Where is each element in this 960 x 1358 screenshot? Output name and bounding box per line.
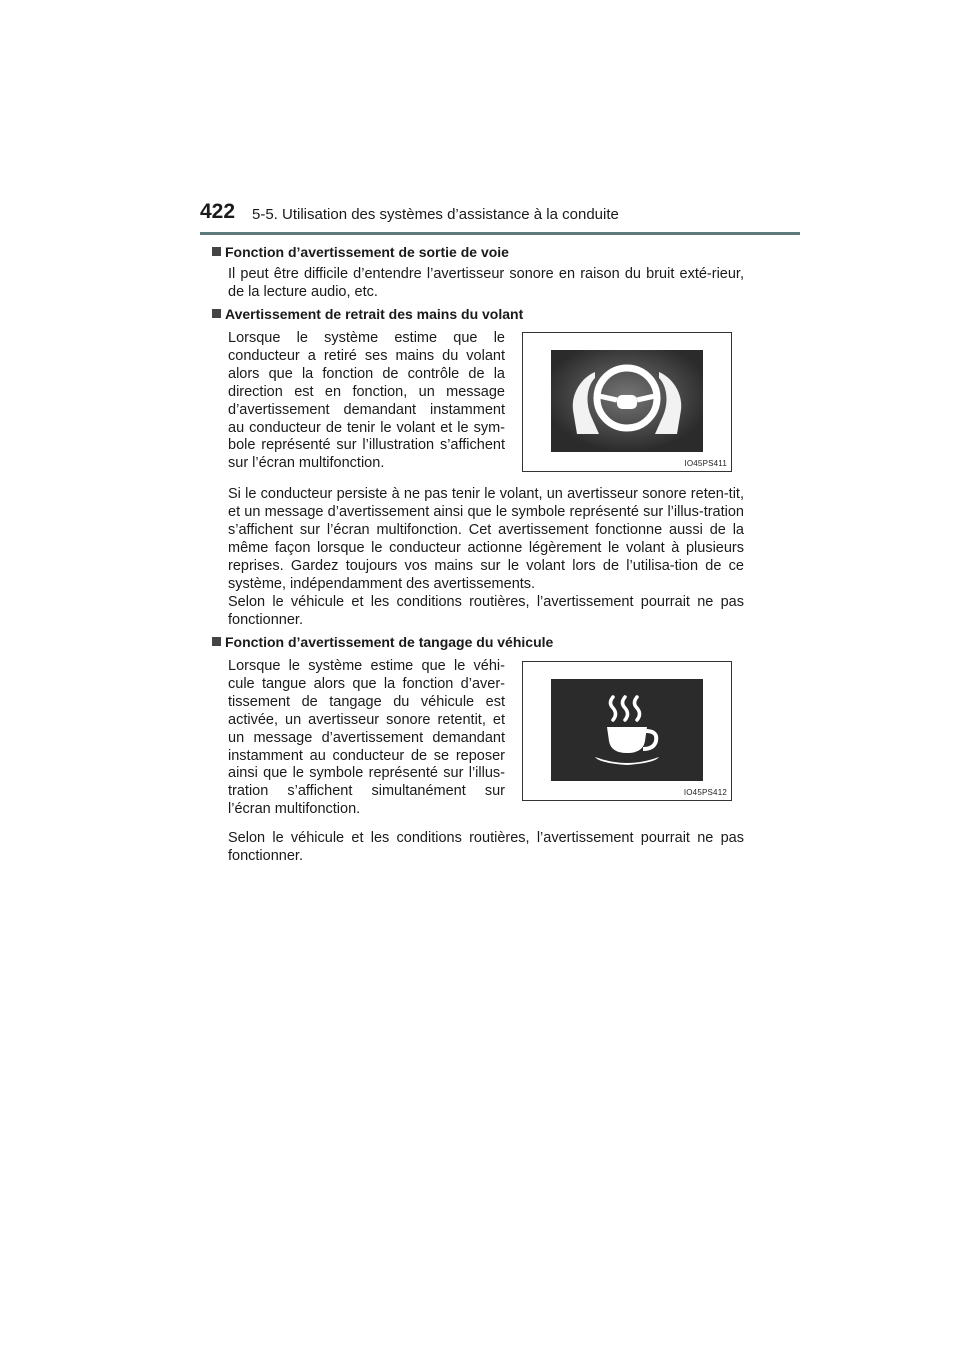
section-heading-vehicle-sway: Fonction d’avertissement de tangage du véhicule <box>212 634 553 650</box>
square-bullet-icon <box>212 309 221 318</box>
body-paragraph: Selon le véhicule et les conditions routières, l’avertissement pourrait ne pas fonctionner. <box>228 594 744 628</box>
illustration-hands-off-warning <box>522 332 732 472</box>
illustration-sway-warning <box>522 661 732 801</box>
display-screen <box>551 679 703 781</box>
display-screen <box>551 350 703 452</box>
section-heading-lane-departure: Fonction d’avertissement de sortie de voie <box>212 244 509 260</box>
figure-code: IO45PS411 <box>684 459 727 468</box>
square-bullet-icon <box>212 637 221 646</box>
section-heading-hands-off: Avertissement de retrait des mains du volant <box>212 306 523 322</box>
body-paragraph: Si le conducteur persiste à ne pas tenir le volant, un avertisseur sonore reten-tit, et un message d’avertissement ainsi que le symbole représenté sur l’illus-tration s’affichent sur l’écran multifonction. Cet avertissement fonctionne aussi de la même façon lorsque le conducteur actionne légèrement le volant à plusieurs reprises. Gardez toujours vos mains sur le volant lors de l’utilisa-tion de ce système, indépendamment des avertissements. <box>228 486 744 592</box>
square-bullet-icon <box>212 247 221 256</box>
side-paragraph: Lorsque le système estime que le conducteur a retiré ses mains du volant alors que la fonction de contrôle de la direction est en fonction, un message d’avertissement demandant instamment au conducteur de tenir le volant et le sym-bole représenté sur l’illustration s’affichent sur l’écran multifonction. <box>228 330 505 472</box>
figure-code: IO45PS412 <box>683 788 727 797</box>
header-rule <box>200 232 800 235</box>
body-paragraph: Selon le véhicule et les conditions routières, l’avertissement pourrait ne pas fonctionner. <box>228 830 744 864</box>
chapter-title: 5-5. Utilisation des systèmes d’assistance à la conduite <box>252 206 619 223</box>
body-paragraph: Il peut être difficile d’entendre l’avertisseur sonore en raison du bruit exté-rieur, de la lecture audio, etc. <box>228 266 744 300</box>
page-number: 422 <box>200 200 236 223</box>
side-paragraph: Lorsque le système estime que le véhi-cule tangue alors que la fonction d’aver-tissement de tangage du véhicule est activée, un avertisseur sonore retentit, et un message d’avertissement demandant instamment au conducteur de se reposer ainsi que le symbole représenté sur l’illus-tration s’affichent simultanément sur l’écran multifonction. <box>228 658 505 818</box>
coffee-cup-icon <box>551 679 703 781</box>
hands-on-steering-wheel-icon <box>551 350 703 452</box>
